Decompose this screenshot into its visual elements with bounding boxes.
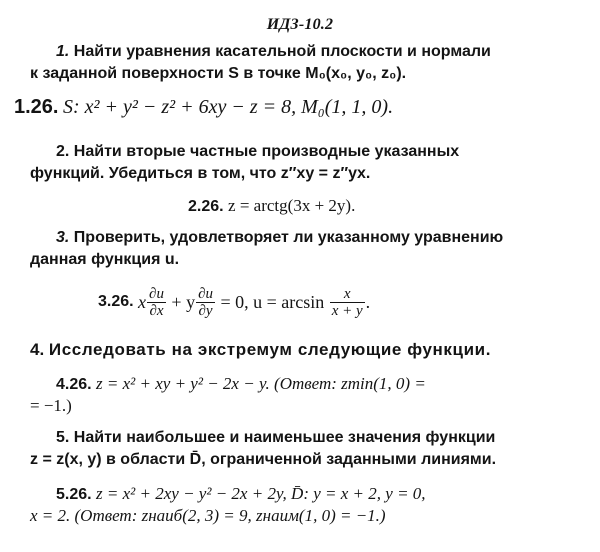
- document-title: ИДЗ-10.2: [266, 16, 334, 33]
- task-3-text-line-2: данная функция u.: [30, 251, 180, 268]
- fraction-denominator: ∂x: [149, 302, 164, 319]
- problem-5-26-formula-line-2: x = 2. (Ответ: zнаиб(2, 3) = 9, zнаим(1, 0) = −1.): [30, 506, 386, 525]
- task-1-text-line-1: Найти уравнения касательной плоскости и нормали: [73, 43, 491, 60]
- task-1-line-1: [56, 42, 491, 62]
- task-2-line-1: [56, 142, 459, 162]
- problem-2-26: [188, 196, 355, 217]
- fraction-denominator: x + y: [331, 302, 363, 319]
- problem-3-26-end: .: [365, 292, 371, 312]
- task-1-line-2: [30, 64, 406, 84]
- task-5-line-1: [56, 428, 495, 448]
- task-3-line-1: [56, 228, 503, 248]
- task-1-text-line-2: к заданной поверхности S в точке M₀(x₀, y₀, z₀).: [30, 65, 407, 82]
- fraction-numerator: ∂u: [149, 285, 164, 302]
- task-3-number: 3.: [56, 229, 70, 246]
- task-5-number: 5.: [56, 429, 70, 446]
- fraction-denominator: ∂y: [198, 302, 213, 319]
- problem-4-26-formula-line-1: z = x² + xy + y² − 2x − y. (Ответ: zmin(1, 0) =: [96, 374, 426, 393]
- problem-2-26-label: 2.26.: [188, 198, 224, 215]
- problem-1-26-formula: S: x² + y² − z² + 6xy − z = 8, M₀(1, 1, 0).: [62, 96, 394, 118]
- problem-4-26-label: 4.26.: [56, 376, 92, 393]
- task-2-number: 2.: [56, 143, 70, 160]
- fraction-numerator: x: [330, 286, 365, 303]
- task-4-number: 4.: [30, 340, 45, 359]
- problem-3-26-fraction-du-dx: [147, 286, 166, 319]
- problem-5-26-line-1: [56, 484, 426, 505]
- task-2-text-line-1: Найти вторые частные производные указанных: [73, 143, 460, 160]
- problem-2-26-formula: z = arctg(3x + 2y).: [228, 196, 356, 215]
- task-3-text-line-1: Проверить, удовлетворяет ли указанному уравнению: [73, 229, 504, 246]
- problem-5-26-line-2: [30, 506, 386, 527]
- problem-5-26-formula-line-1: z = x² + 2xy − y² − 2x + 2y, D̄: y = x + 2, y = 0,: [96, 484, 426, 503]
- fraction-numerator: ∂u: [198, 285, 213, 302]
- problem-3-26-label: 3.26.: [98, 293, 134, 310]
- problem-3-26-plus-y: + y: [171, 292, 196, 312]
- task-5-text-line-2: z = z(x, y) в области D̄, ограниченной заданными линиями.: [30, 451, 497, 468]
- task-2-text-line-2: функций. Убедиться в том, что z″xy = z″yx.: [30, 165, 371, 182]
- problem-5-26-label: 5.26.: [56, 486, 92, 503]
- problem-3-26: [98, 282, 370, 322]
- problem-3-26-equation: = 0, u = arcsin: [220, 292, 325, 312]
- task-2-line-2: [30, 164, 370, 184]
- task-4-text-line-1: Исследовать на экстремум следующие функции.: [48, 340, 492, 359]
- task-5-line-2: [30, 450, 496, 470]
- problem-3-26-x: x: [138, 292, 147, 312]
- problem-1-26: [14, 94, 393, 122]
- task-1-number: 1.: [56, 43, 70, 60]
- problem-3-26-fraction-x-over-x-plus-y: [330, 286, 365, 319]
- task-4-line-1: [30, 340, 491, 360]
- task-5-text-line-1: Найти наибольшее и наименьшее значения функции: [73, 429, 496, 446]
- problem-4-26-line-2: [30, 396, 72, 417]
- problem-4-26-line-1: [56, 374, 426, 395]
- problem-1-26-label: 1.26.: [14, 96, 59, 118]
- problem-4-26-formula-line-2: = −1.): [30, 396, 72, 415]
- problem-3-26-fraction-du-dy: [196, 286, 215, 319]
- task-3-line-2: [30, 250, 179, 270]
